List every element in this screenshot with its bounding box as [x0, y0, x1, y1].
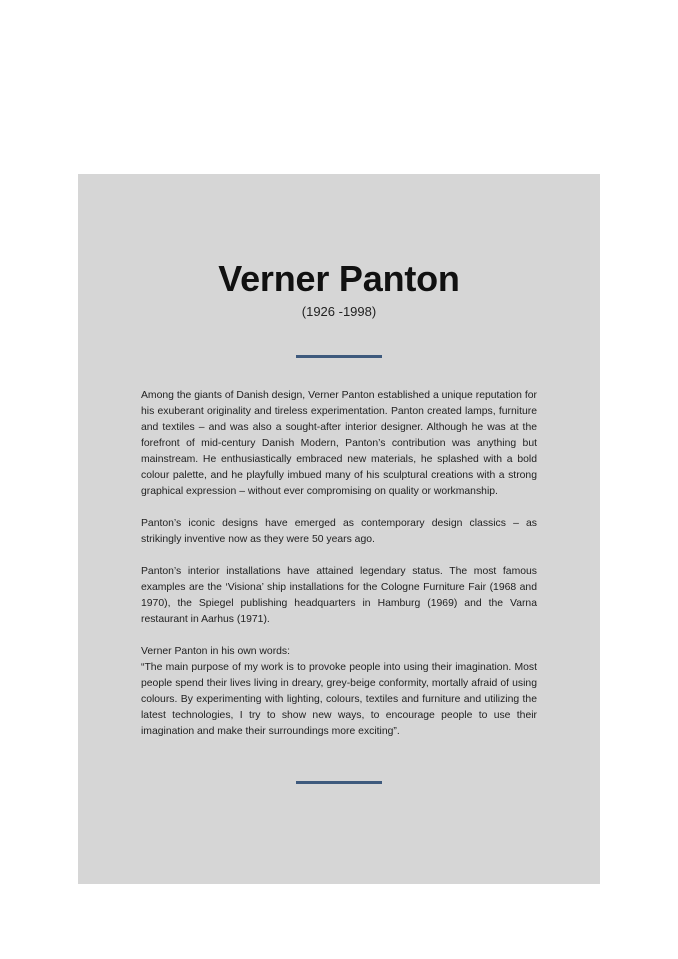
quote-text: “The main purpose of my work is to provoke people into using their imagination. Most people spend their lives living in dreary, grey-beige conformity, mortally afraid of using colours. By experimenting with lighting, colours, textiles and furniture and utilizing the latest technologies, I try to show new ways, to encourage people to use their imagination and make their surroundings more exciting”. [141, 662, 537, 737]
biography-text [141, 388, 537, 740]
quote-block [141, 644, 537, 740]
paragraph-intro: Among the giants of Danish design, Verner Panton established a unique reputation for his exuberant originality and tireless experimentation. Panton created lamps, furniture and textiles – and was also a sought-after interior designer. Although he was at the forefront of mid-century Danish Modern, Panton’s contribution was anything but mainstream. He enthusiastically embraced new materials, he splashed with a bold colour palette, and he playfully imbued many of his sculptural creations with a strong graphical expression – without ever compromising on quality or workmanship. [141, 390, 537, 497]
bottom-divider [296, 781, 382, 784]
content-panel [78, 174, 600, 884]
quote-intro: Verner Panton in his own words: [141, 646, 291, 657]
page-title: Verner Panton [218, 258, 460, 299]
lifespan-years: (1926 -1998) [301, 304, 377, 319]
top-divider [296, 355, 382, 358]
paragraph-installations: Panton’s interior installations have attained legendary status. The most famous examples are the ‘Visiona’ ship installations for the Cologne Furniture Fair (1968 and 1970), the Spiegel publishing headquarters in Hamburg (1969) and the Varna restaurant in Aarhus (1971). [141, 566, 537, 625]
paragraph-classics: Panton’s iconic designs have emerged as contemporary design classics – as strikingly inventive now as they were 50 years ago. [141, 518, 537, 545]
